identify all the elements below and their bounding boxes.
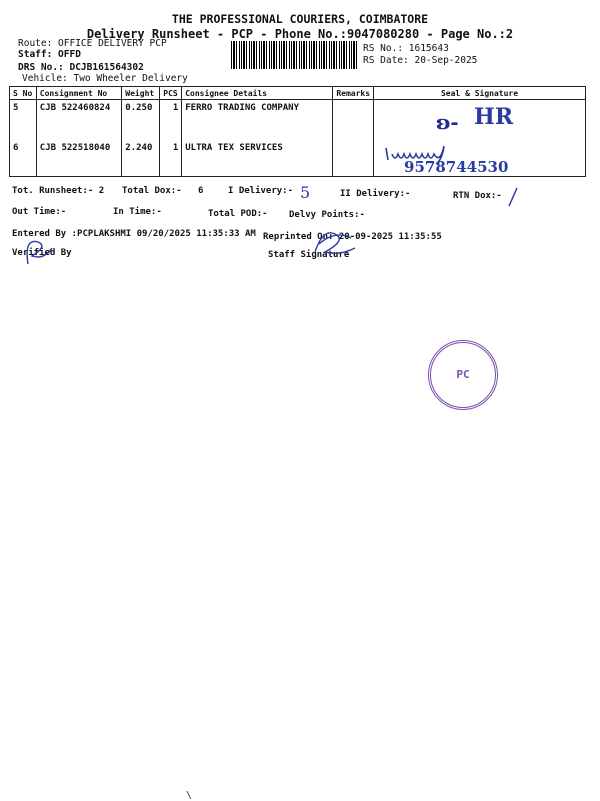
cell-consignee: ULTRA TEX SERVICES [182,140,333,177]
runsheet-title: Delivery Runsheet - PCP - Phone No.:9047080280 - Page No.:2 [86,27,514,41]
vehicle-label: Vehicle: Two Wheeler Delivery [22,73,188,84]
cell-pcs: 1 [160,140,182,177]
col-pcs: PCS [160,87,182,100]
rs-date: RS Date: 20-Sep-2025 [363,55,478,66]
signature-scribble: ʚ‑ [436,110,459,134]
barcode [231,41,359,69]
handwritten-phone: 9578744530 [404,158,509,176]
entered-by: Entered By :PCPLAKSHMI 09/20/2025 11:35:33 AM [12,229,256,239]
company-name: THE PROFESSIONAL COURIERS, COIMBATORE [171,12,429,26]
signature-initials: HR [474,104,514,130]
ii-delivery-label: II Delivery:- [340,189,411,199]
col-seal-signature: Seal & Signature [374,87,586,100]
in-time-label: In Time:- [113,207,162,217]
cell-sno: 6 [10,140,37,177]
col-consignee: Consignee Details [182,87,333,100]
cell-consignment: CJB 522460824 [36,100,122,141]
cell-pcs: 1 [160,100,182,141]
stray-mark-icon: \ [186,790,193,801]
total-pod-label: Total POD:- [208,209,268,219]
total-dox-value: 6 [198,186,204,196]
cell-signature [374,140,586,177]
table-row [10,100,586,141]
reprinted-on: Reprinted On: 20-09-2025 11:35:55 [263,232,442,242]
cell-remarks [333,140,374,177]
col-sno: S No [10,87,37,100]
rtn-dox-mark-icon [506,186,520,208]
cell-weight: 2.240 [122,140,160,177]
drs-number: DRS No.: DCJB161564302 [18,62,144,73]
table-header-row [10,87,586,100]
total-runsheet: Tot. Runsheet:- 2 [12,186,105,196]
rs-number: RS No.: 1615643 [363,43,449,54]
cell-signature [374,100,586,141]
total-dox-label: Total Dox:- [122,186,182,196]
col-consignment: Consignment No [36,87,122,100]
table-row [10,140,586,177]
out-time-label: Out Time:- [12,207,67,217]
cell-remarks [333,100,374,141]
route-label: Route: OFFICE DELIVERY PCP [18,38,167,49]
i-delivery-label: I Delivery:- [228,186,294,196]
cell-sno: 5 [10,100,37,141]
col-weight: Weight [122,87,160,100]
cell-weight: 0.250 [122,100,160,141]
runsheet-table [9,86,586,177]
verifier-signature-icon [18,234,58,268]
staff-signature-icon [305,222,365,262]
staff-label: Staff: OFFD [18,49,81,60]
staff-signature-label: Staff Signature [268,250,350,260]
cell-consignee: FERRO TRADING COMPANY [182,100,333,141]
cell-consignment: CJB 522518040 [36,140,122,177]
i-delivery-handwritten: 5 [300,183,311,202]
delvy-points-label: Delvy Points:- [289,210,365,220]
rtn-dox-label: RTN Dox:- [453,191,502,201]
verified-by-label: Verified By [12,248,72,258]
company-seal-stamp: PC [428,340,498,410]
col-remarks: Remarks [333,87,374,100]
